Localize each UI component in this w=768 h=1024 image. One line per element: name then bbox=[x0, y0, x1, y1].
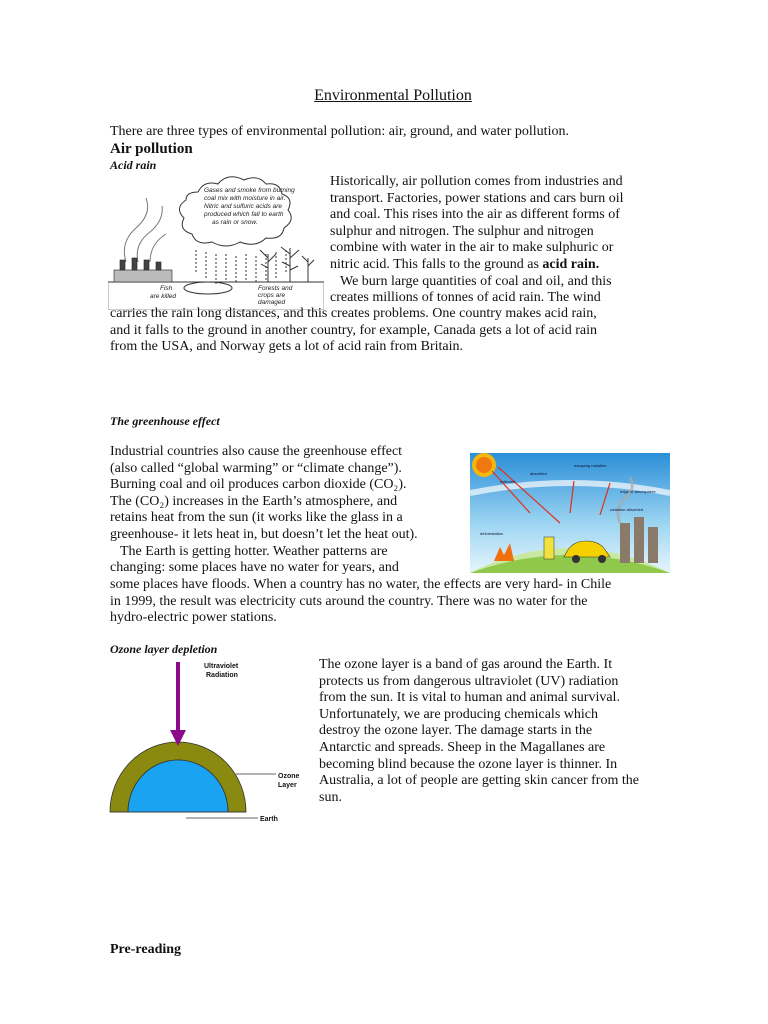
uv-label-2: Radiation bbox=[206, 672, 238, 679]
acid-rain-paragraph-top bbox=[330, 174, 670, 307]
intro-paragraph: There are three types of environmental pollution: air, ground, and water pollution. bbox=[110, 124, 569, 139]
greenhouse-line: Industrial countries also cause the greenhouse effect bbox=[110, 444, 403, 459]
acid-cloud-label-2: coal mix with moisture in air. bbox=[204, 195, 286, 202]
greenhouse-heading: The greenhouse effect bbox=[110, 414, 220, 428]
svg-text:absorbed: absorbed bbox=[530, 471, 547, 476]
acid-line: Historically, air pollution comes from industries and bbox=[330, 174, 623, 189]
pre-reading-heading: Pre-reading bbox=[110, 942, 182, 957]
ozone-illustration bbox=[108, 656, 308, 826]
greenhouse-line: Burning coal and oil produces carbon dioxide (CO₂). bbox=[110, 477, 407, 493]
acid-line: and it falls to the ground in another country, for example, Canada gets a lot of acid rain bbox=[110, 322, 597, 338]
svg-text:escaping radiation: escaping radiation bbox=[574, 463, 607, 468]
svg-text:deforestation: deforestation bbox=[480, 531, 504, 536]
ozone-line: The ozone layer is a band of gas around the Earth. It bbox=[319, 657, 613, 672]
greenhouse-line: in 1999, the result was electricity cuts around the country. There was no water for the bbox=[110, 593, 588, 609]
acid-rain-illustration bbox=[108, 174, 324, 310]
acid-line: and coal. This rises into the air as different forms of bbox=[330, 207, 620, 223]
greenhouse-line: The Earth is getting hotter. Weather patterns are bbox=[120, 543, 388, 559]
ozone-line: destroy the ozone layer. The damage starts in the bbox=[319, 723, 593, 739]
acid-cloud-label-4: produced which fall to earth bbox=[204, 211, 284, 218]
fish-label-1: Fish bbox=[160, 285, 173, 292]
acid-rain-bold: acid rain. bbox=[542, 256, 600, 272]
ozone-line: Australia, a lot of people are getting skin cancer from the bbox=[319, 773, 639, 789]
forest-label-1: Forests and bbox=[258, 285, 293, 292]
ozone-label-1: Ozone bbox=[278, 773, 300, 780]
ozone-paragraph bbox=[319, 657, 689, 806]
ozone-heading: Ozone layer depletion bbox=[110, 642, 218, 656]
forest-label-3: damaged bbox=[258, 299, 286, 306]
acid-cloud-label-1: Gases and smoke from burning bbox=[204, 187, 295, 194]
acid-cloud-label-3: Nitric and sulfuric acids are bbox=[204, 203, 283, 210]
ozone-label-2: Layer bbox=[278, 782, 297, 789]
ozone-line: Unfortunately, we are producing chemicals which bbox=[319, 706, 598, 722]
greenhouse-paragraph-top bbox=[110, 444, 455, 577]
fish-label-2: are killed bbox=[150, 293, 177, 300]
forest-label-2: crops are bbox=[258, 292, 286, 299]
acid-line: from the USA, and Norway gets a lot of acid rain from Britain. bbox=[110, 339, 464, 355]
acid-line: sulphur and nitrogen. The sulphur and nitrogen bbox=[330, 223, 594, 239]
greenhouse-line: The (CO₂) increases in the Earth’s atmosphere, and bbox=[110, 493, 398, 509]
ozone-line: from the sun. It is vital to human and animal survival. bbox=[319, 690, 620, 706]
acid-line: combine with water in the air to make sulphuric or bbox=[330, 240, 614, 256]
greenhouse-line: retains heat from the sun (it works like the glass in a bbox=[110, 510, 403, 526]
greenhouse-paragraph-bottom bbox=[110, 577, 690, 627]
greenhouse-line: changing: some places have no water for years, and bbox=[110, 560, 399, 576]
ozone-line: Antarctic and spreads. Sheep in the Magallanes are bbox=[319, 739, 606, 755]
acid-line: carries the rain long distances, and this creates problems. One country makes acid rain, bbox=[110, 306, 597, 321]
page-title: Environmental Pollution bbox=[314, 87, 472, 104]
svg-text:radiation absorbed: radiation absorbed bbox=[610, 507, 644, 512]
earth-label: Earth bbox=[260, 816, 278, 823]
acid-line: creates millions of tonnes of acid rain. The wind bbox=[330, 290, 601, 306]
acid-rain-heading: Acid rain bbox=[110, 158, 157, 172]
acid-line: We burn large quantities of coal and oil, and this bbox=[340, 273, 612, 289]
acid-line-text: nitric acid. This falls to the ground as bbox=[330, 256, 543, 272]
svg-text:edge of atmosphere: edge of atmosphere bbox=[620, 489, 656, 494]
ozone-line: protects us from dangerous ultraviolet (UV) radiation bbox=[319, 673, 619, 689]
greenhouse-line: some places have floods. When a country has no water, the effects are very hard- in Chile bbox=[110, 577, 612, 592]
uv-label-1: Ultraviolet bbox=[204, 663, 239, 670]
greenhouse-illustration bbox=[470, 453, 670, 573]
air-pollution-heading: Air pollution bbox=[110, 141, 193, 157]
greenhouse-line: hydro-electric power stations. bbox=[110, 610, 277, 626]
greenhouse-line: greenhouse- it lets heat in, but doesn’t let the heat out). bbox=[110, 526, 418, 542]
ozone-line: sun. bbox=[319, 789, 342, 805]
acid-line: transport. Factories, power stations and cars burn oil bbox=[330, 190, 624, 206]
ozone-line: becoming blind because the ozone layer is thinner. In bbox=[319, 756, 618, 772]
acid-line bbox=[330, 257, 670, 274]
greenhouse-line: (also called “global warming” or “climate change”). bbox=[110, 460, 402, 476]
svg-text:reflected: reflected bbox=[500, 479, 516, 484]
acid-rain-paragraph-bottom bbox=[110, 306, 690, 356]
acid-cloud-label-5: as rain or snow. bbox=[212, 219, 258, 226]
